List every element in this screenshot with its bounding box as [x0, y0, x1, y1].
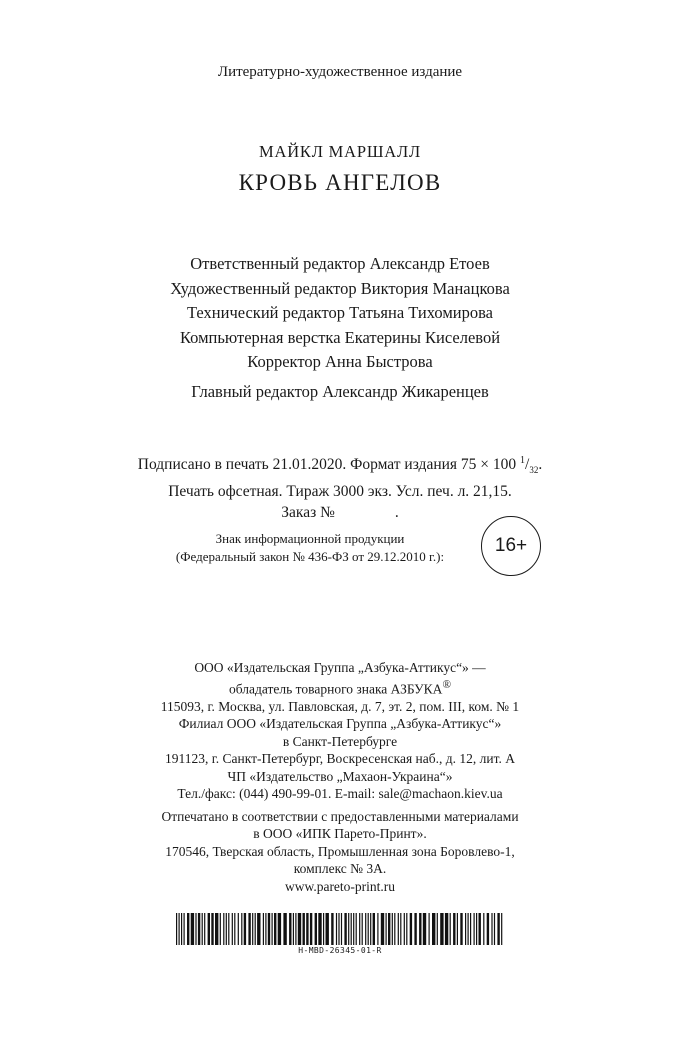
barcode-bar: [404, 913, 405, 945]
publisher-line-1: ООО «Издательская Группа „Азбука-Аттикус“» —: [194, 660, 486, 675]
barcode-bar: [278, 913, 281, 945]
format-fraction: $^1/_{32}$: [520, 455, 539, 476]
order-label: Заказ №: [281, 504, 335, 522]
barcode-bar: [310, 913, 312, 945]
barcode-bar: [398, 913, 399, 945]
barcode-bar: [457, 913, 458, 945]
publisher-trademark: обладатель товарного знака АЗБУКА: [229, 681, 443, 696]
barcode-bar: [359, 913, 360, 945]
chief-editor: Главный редактор Александр Жикаренцев: [191, 382, 489, 401]
print-line-1-end: .: [538, 456, 543, 474]
barcode-bar: [263, 913, 264, 945]
barcode-bar: [241, 913, 242, 945]
format-numerator: 1: [520, 455, 526, 466]
barcode-bar: [179, 913, 180, 945]
barcode-bar: [187, 913, 189, 945]
barcode-bar: [356, 913, 357, 945]
info-sign-line-2: (Федеральный закон № 436-ФЗ от 29.12.2010 г.):: [175, 549, 445, 564]
barcode-bar: [348, 913, 349, 945]
ukraine-contacts: Тел./факс: (044) 490-99-01. E-mail: sale@machaon.kiev.ua: [177, 786, 503, 801]
barcode-bar: [437, 913, 438, 945]
order-line: [0, 502, 680, 523]
barcode-bar: [181, 913, 182, 945]
barcode-bar: [208, 913, 210, 945]
staff-line: Художественный редактор Виктория Манацкова: [170, 278, 510, 298]
barcode-bar: [453, 913, 455, 945]
barcode-bar: [252, 913, 253, 945]
barcode-bar: [234, 913, 235, 945]
barcode-bar: [370, 913, 371, 945]
barcode-bar: [392, 913, 393, 945]
format-denominator: 32: [529, 465, 539, 476]
barcode-bar: [406, 913, 407, 945]
barcode-bar: [215, 913, 218, 945]
barcode-bar: [377, 913, 378, 945]
print-line-2: Печать офсетная. Тираж 3000 экз. Усл. печ. л. 21,15.: [168, 483, 512, 501]
barcode-bar: [368, 913, 369, 945]
barcode-bar: [204, 913, 205, 945]
barcode-bar: [331, 913, 333, 945]
editorial-staff: [0, 252, 680, 375]
barcode-bar: [487, 913, 489, 945]
barcode-bar: [341, 913, 342, 945]
barcode-bar: [255, 913, 256, 945]
printer-website: www.pareto-print.ru: [284, 878, 396, 894]
barcode-bar: [353, 913, 354, 945]
barcode-bar: [257, 913, 260, 945]
barcode-bar: [388, 913, 390, 945]
barcode-bar: [268, 913, 270, 945]
print-line-1-text: Подписано в печать 21.01.2020. Формат издания 75 × 100: [137, 456, 521, 474]
printer-line-1: Отпечатано в соответствии с предоставленными материалами: [161, 808, 519, 824]
printer-address-1: 170546, Тверская область, Промышленная зона Боровлево-1,: [165, 843, 515, 859]
barcode-bar: [394, 913, 395, 945]
info-product-sign: [150, 530, 470, 566]
barcode-bar: [460, 913, 462, 945]
barcode-bar: [474, 913, 475, 945]
printer-line-2: в ООО «ИПК Парето-Принт».: [253, 826, 427, 841]
branch-line-2: в Санкт-Петербурге: [282, 733, 398, 749]
barcode-bar: [381, 913, 384, 945]
imprint-block: [0, 659, 680, 895]
barcode-bar: [195, 913, 196, 945]
barcode-bar: [362, 913, 363, 945]
barcode-bar: [414, 913, 416, 945]
staff-line: Ответственный редактор Александр Етоев: [190, 254, 490, 273]
info-sign-line-1: Знак информационной продукции: [215, 531, 405, 546]
barcode-bar: [306, 913, 308, 945]
barcode-bar: [410, 913, 412, 945]
barcode-bar: [283, 913, 286, 945]
barcode-bar: [445, 913, 448, 945]
barcode-bar: [202, 913, 203, 945]
barcode-bar: [198, 913, 200, 945]
author-name: МАЙКЛ МАРШАЛЛ: [259, 142, 421, 161]
barcode-bar: [238, 913, 239, 945]
barcode-bar: [226, 913, 227, 945]
barcode-bar: [419, 913, 421, 945]
printer-address-2: комплекс № 3А.: [293, 861, 387, 876]
barcode-bar: [303, 913, 305, 945]
barcode-bar: [423, 913, 426, 945]
barcode-bar: [468, 913, 469, 945]
staff-line: Корректор Анна Быстрова: [247, 352, 433, 371]
age-rating-badge: 16+: [481, 516, 541, 576]
ukraine-publisher: ЧП «Издательство „Махаон-Украина“»: [227, 768, 453, 784]
barcode-bar: [373, 913, 375, 945]
barcode-bar: [228, 913, 229, 945]
genre-label: Литературно-художественное издание: [217, 64, 463, 80]
barcode-bar: [315, 913, 317, 945]
barcode-bar: [351, 913, 352, 945]
barcode-bar: [386, 913, 387, 945]
barcode-bar: [344, 913, 346, 945]
barcode-bar: [501, 913, 502, 945]
barcode-bar: [274, 913, 276, 945]
barcode-bar: [365, 913, 366, 945]
barcode-bar: [295, 913, 296, 945]
barcode-bar: [318, 913, 321, 945]
barcode-bar: [184, 913, 185, 945]
registered-mark: ®: [442, 678, 451, 691]
print-line-1: [0, 450, 680, 481]
barcode-bar: [211, 913, 213, 945]
staff-line: Компьютерная верстка Екатерины Киселевой: [179, 327, 501, 347]
barcode-bar: [440, 913, 443, 945]
barcode-bar: [323, 913, 324, 945]
barcode-bar: [232, 913, 233, 945]
staff-line: Технический редактор Татьяна Тихомирова: [186, 303, 493, 322]
barcode-bar: [432, 913, 435, 945]
branch-line-1: Филиал ООО «Издательская Группа „Азбука-Аттикус“»: [178, 716, 502, 731]
barcode-bar: [450, 913, 451, 945]
barcode-bar: [248, 913, 250, 945]
barcode-bar: [338, 913, 339, 945]
barcode-bar: [191, 913, 194, 945]
order-end: .: [394, 504, 399, 522]
barcode-bar: [336, 913, 337, 945]
barcode-bar: [289, 913, 291, 945]
barcode-bar: [293, 913, 294, 945]
barcode-text: H-MBD-26345-01-R: [298, 946, 382, 955]
barcode-bar: [176, 913, 177, 945]
barcode-bar: [298, 913, 301, 945]
barcode-bar: [272, 913, 273, 945]
barcode-bar: [220, 913, 221, 945]
print-details: [0, 450, 680, 523]
barcode-bar: [479, 913, 481, 945]
barcode-bar: [491, 913, 492, 945]
barcode-bar: [494, 913, 495, 945]
barcode-bar: [326, 913, 329, 945]
barcode-bar: [476, 913, 477, 945]
barcode-bar: [465, 913, 466, 945]
barcode-bar: [429, 913, 430, 945]
barcode-bar: [244, 913, 246, 945]
barcode-bar: [265, 913, 266, 945]
barcode-bar: [497, 913, 499, 945]
barcode: [176, 913, 504, 945]
publisher-address: 115093, г. Москва, ул. Павловская, д. 7, эт. 2, пом. III, ком. № 1: [160, 698, 520, 714]
barcode-bar: [400, 913, 401, 945]
barcode-bar: [483, 913, 484, 945]
branch-address: 191123, г. Санкт-Петербург, Воскресенская наб., д. 12, лит. А: [165, 751, 515, 766]
barcode-bar: [223, 913, 224, 945]
publisher-line-2: [0, 677, 680, 698]
book-title: КРОВЬ АНГЕЛОВ: [238, 170, 442, 195]
barcode-bar: [470, 913, 471, 945]
